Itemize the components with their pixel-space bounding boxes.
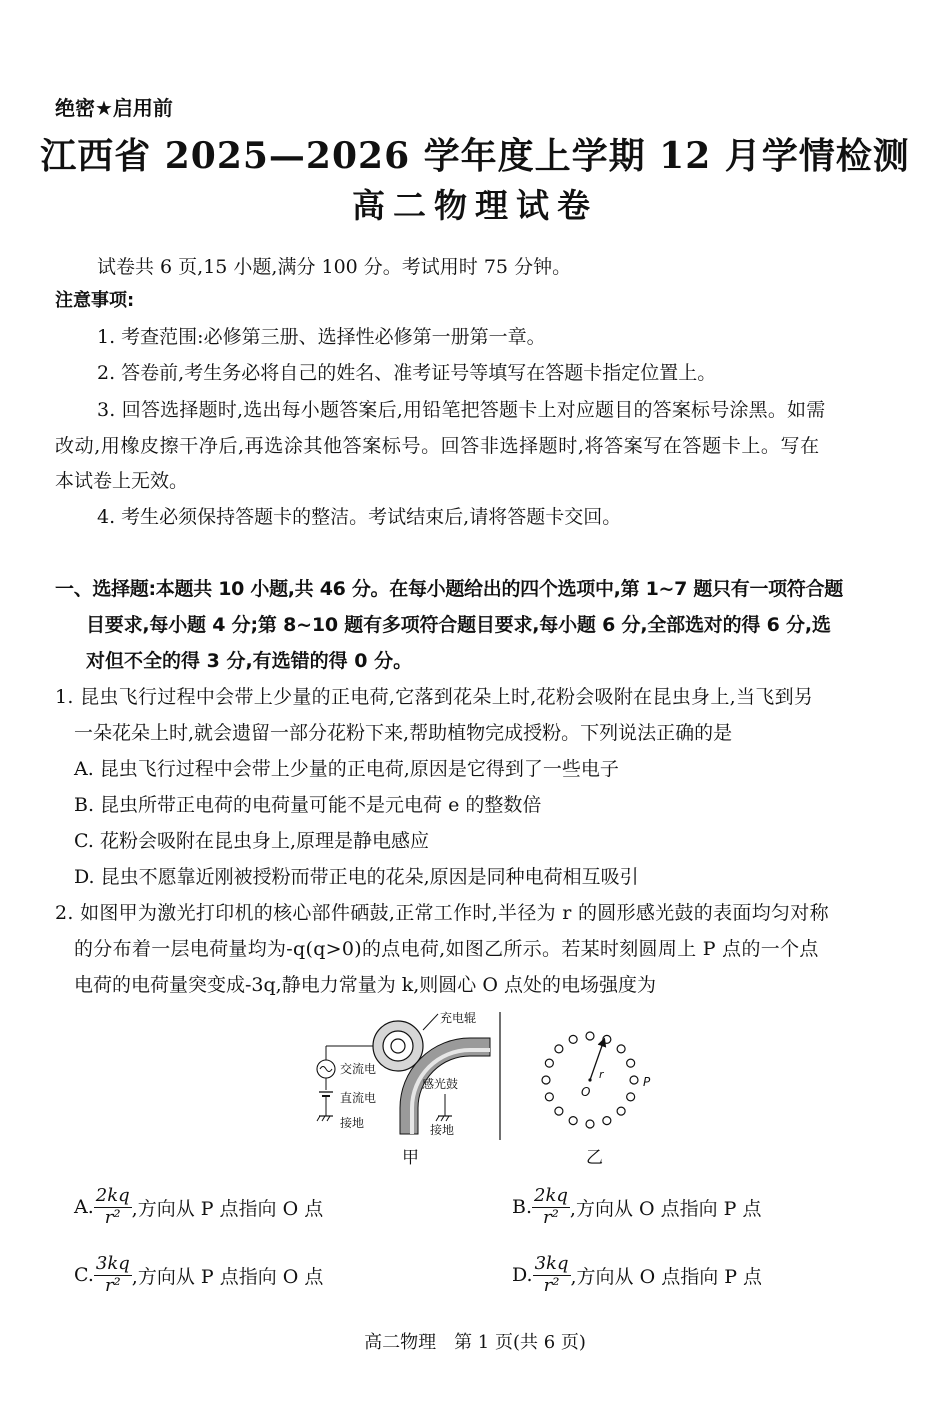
- q2-option-b-denominator: r²: [543, 1206, 559, 1228]
- point-charge: [617, 1045, 625, 1053]
- point-charge: [630, 1076, 638, 1084]
- q2-option-b-numerator: 2kq: [534, 1185, 568, 1206]
- ac-label: 交流电: [340, 1062, 377, 1076]
- figure-caption-a: 甲: [402, 1148, 419, 1168]
- dc-label: 直流电: [340, 1091, 377, 1105]
- note-2: 2. 答卷前,考生务必将自己的姓名、准考证号等填写在答题卡指定位置上。: [97, 362, 717, 384]
- q2-option-d-fraction: [533, 1254, 571, 1296]
- q2-option-a-fraction: [94, 1186, 132, 1228]
- q2-option-d-numerator: 3kq: [534, 1253, 569, 1274]
- q2-option-c-numerator: 3kq: [95, 1253, 130, 1274]
- point-charge: [617, 1107, 625, 1115]
- drum-ground-label: 接地: [430, 1123, 455, 1137]
- point-charge: [545, 1059, 553, 1067]
- point-charge: [555, 1045, 563, 1053]
- q2-option-c-text: ,方向从 P 点指向 O 点: [131, 1265, 324, 1288]
- q2-option-a-letter: A.: [74, 1196, 94, 1219]
- q1-option-a: A. 昆虫飞行过程中会带上少量的正电荷,原因是它得到了一些电子: [74, 758, 619, 780]
- q2-option-d-text: ,方向从 O 点指向 P 点: [570, 1265, 763, 1288]
- q2-option-c: [74, 1254, 323, 1296]
- q2-option-c-letter: C.: [74, 1264, 94, 1287]
- note-3-line-3: 本试卷上无效。: [55, 470, 189, 492]
- note-4: 4. 考生必须保持答题卡的整洁。考试结束后,请将答题卡交回。: [97, 506, 622, 528]
- figure-charge-ring: [528, 1020, 658, 1140]
- exam-title: 江西省 2025—2026 学年度上学期 12 月学情检测: [40, 135, 910, 177]
- note-3-line-2: 改动,用橡皮擦干净后,再选涂其他答案标号。回答非选择题时,将答案写在答题卡上。写在: [55, 435, 820, 457]
- q2-option-d-denominator: r²: [543, 1274, 560, 1296]
- label-o: O: [581, 1085, 591, 1099]
- q2-option-c-fraction: [94, 1254, 132, 1296]
- q2-option-b-text: ,方向从 O 点指向 P 点: [569, 1197, 762, 1220]
- point-charge: [545, 1093, 553, 1101]
- note-3-line-1: 3. 回答选择题时,选出每小题答案后,用铅笔把答题卡上对应题目的答案标号涂黑。如需: [97, 399, 826, 421]
- point-charge: [603, 1035, 611, 1043]
- section-1-line-2: 目要求,每小题 4 分;第 8~10 题有多项符合题目要求,每小题 6 分,全部选对的得 6 分,选: [86, 614, 831, 636]
- point-charge: [603, 1117, 611, 1125]
- point-charge: [586, 1032, 594, 1040]
- point-charge: [569, 1035, 577, 1043]
- q2-option-d-letter: D.: [512, 1264, 533, 1287]
- q1-option-b: B. 昆虫所带正电荷的电荷量可能不是元电荷 e 的整数倍: [74, 794, 542, 816]
- q2-option-b: [512, 1186, 761, 1228]
- q2-option-a-numerator: 2kq: [95, 1185, 130, 1206]
- section-1-line-3: 对但不全的得 3 分,有选错的得 0 分。: [86, 650, 413, 672]
- point-charge: [569, 1117, 577, 1125]
- q1-stem-line-2: 一朵花朵上时,就会遗留一部分花粉下来,帮助植物完成授粉。下列说法正确的是: [74, 722, 733, 744]
- q2-stem-line-2: 的分布着一层电荷量均为-q(q>0)的点电荷,如图乙所示。若某时刻圆周上 P 点的一个点: [74, 938, 819, 960]
- point-charge: [586, 1120, 594, 1128]
- point-charge: [627, 1093, 635, 1101]
- note-1: 1. 考查范围:必修第三册、选择性必修第一册第一章。: [97, 326, 546, 348]
- q2-option-c-denominator: r²: [104, 1274, 121, 1296]
- page-footer: 高二物理 第 1 页(共 6 页): [364, 1332, 586, 1353]
- q2-option-a-text: ,方向从 P 点指向 O 点: [131, 1197, 324, 1220]
- figure-selenium-drum: [310, 1008, 510, 1143]
- q2-option-a: [74, 1186, 323, 1228]
- charge-roller-inner: [391, 1039, 405, 1053]
- figure-caption-b: 乙: [586, 1148, 603, 1168]
- q1-option-c: C. 花粉会吸附在昆虫身上,原理是静电感应: [74, 830, 429, 852]
- exam-subtitle: 高二物理试卷: [352, 186, 598, 225]
- source-ground-label: 接地: [340, 1116, 365, 1130]
- charge-roller-leader: [423, 1014, 438, 1030]
- q2-option-a-denominator: r²: [104, 1206, 121, 1228]
- q1-stem-line-1: 1. 昆虫飞行过程中会带上少量的正电荷,它落到花朵上时,花粉会吸附在昆虫身上,当飞到另: [55, 686, 814, 708]
- point-charge: [627, 1059, 635, 1067]
- exam-intro: 试卷共 6 页,15 小题,满分 100 分。考试用时 75 分钟。: [97, 256, 572, 278]
- drum-label: 感光鼓: [422, 1077, 459, 1091]
- q2-option-b-letter: B.: [512, 1196, 533, 1219]
- q2-option-d: [512, 1254, 762, 1296]
- point-charge: [555, 1107, 563, 1115]
- q1-option-d: D. 昆虫不愿靠近刚被授粉而带正电的花朵,原因是同种电荷相互吸引: [74, 866, 639, 888]
- q2-stem-line-3: 电荷的电荷量突变成-3q,静电力常量为 k,则圆心 O 点处的电场强度为: [74, 974, 656, 996]
- q2-option-b-fraction: [532, 1186, 570, 1228]
- charge-roller-label: 充电辊: [440, 1011, 477, 1025]
- notes-heading: 注意事项:: [55, 290, 135, 311]
- confidential-mark: 绝密★启用前: [55, 96, 173, 120]
- section-1-line-1: 一、选择题:本题共 10 小题,共 46 分。在每小题给出的四个选项中,第 1~7 题只有一项符合题: [55, 578, 843, 600]
- point-charge: [542, 1076, 550, 1084]
- q2-stem-line-1: 2. 如图甲为激光打印机的核心部件硒鼓,正常工作时,半径为 r 的圆形感光鼓的表面均匀对称: [55, 902, 829, 924]
- label-r: r: [599, 1068, 604, 1081]
- label-p: P: [643, 1075, 651, 1089]
